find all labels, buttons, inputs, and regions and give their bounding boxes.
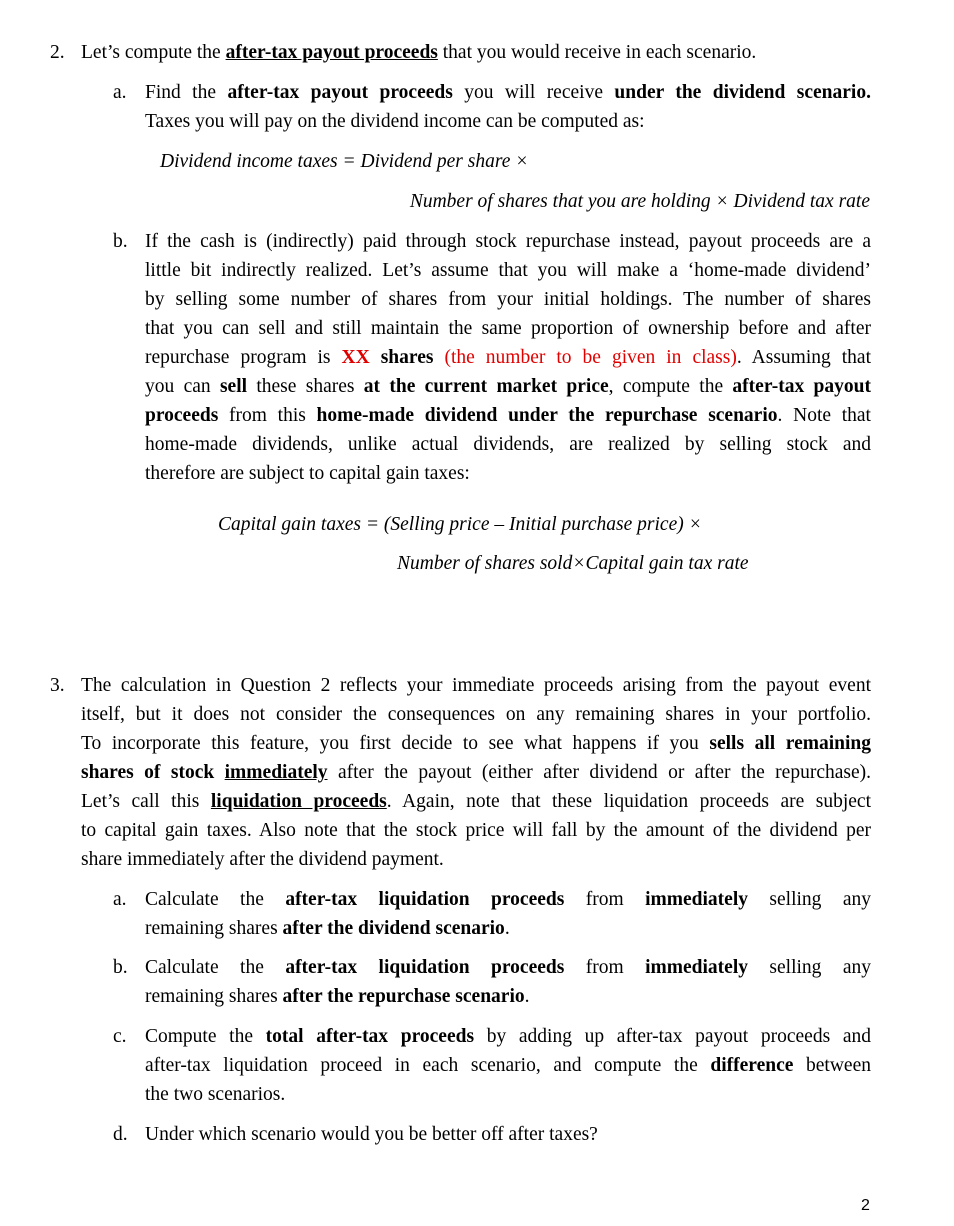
q3b-line-2: remaining shares after the repurchase scenario.	[145, 986, 530, 1007]
question-number: 3.	[50, 675, 65, 696]
q3b-line-1: Calculate the after-tax liquidation proceeds from immediately selling any	[145, 957, 871, 978]
q2a-line-2: Taxes you will pay on the dividend income can be computed as:	[145, 111, 645, 132]
q2b-line-6: you can sell these shares at the current market price, compute the after-tax payout	[145, 376, 871, 397]
q3d-line-1: Under which scenario would you be better off after taxes?	[145, 1124, 598, 1145]
dividend-tax-formula-1: Dividend income taxes = Dividend per share ×	[160, 151, 529, 172]
q3c-line-2: after-tax liquidation proceed in each scenario, and compute the difference between	[145, 1055, 871, 1076]
q2b-line-4: that you can sell and still maintain the same proportion of ownership before and after	[145, 318, 871, 339]
q2b-line-8: home-made dividends, unlike actual dividends, are realized by selling stock and	[145, 434, 871, 455]
question-2-intro: Let’s compute the after-tax payout proceeds that you would receive in each scenario.	[81, 42, 757, 63]
q2b-line-1: If the cash is (indirectly) paid through stock repurchase instead, payout proceeds are a	[145, 231, 871, 252]
q2b-line-5: repurchase program is XX shares (the number to be given in class). Assuming that	[145, 347, 871, 368]
page-number: 2	[861, 1197, 870, 1214]
q3c-line-1: Compute the total after-tax proceeds by adding up after-tax payout proceeds and	[145, 1026, 871, 1047]
sub-question-label: b.	[113, 957, 128, 978]
q3-line-3: To incorporate this feature, you first decide to see what happens if you sells all remaining	[81, 733, 871, 754]
q3-line-4: shares of stock immediately after the payout (either after dividend or after the repurchase).	[81, 762, 871, 783]
q3c-line-3: the two scenarios.	[145, 1084, 286, 1105]
q3-line-2: itself, but it does not consider the consequences on any remaining shares in your portfolio.	[81, 704, 871, 725]
sub-question-label: d.	[113, 1124, 128, 1145]
q3-line-1: The calculation in Question 2 reflects your immediate proceeds arising from the payout event	[81, 675, 871, 696]
q3a-line-2: remaining shares after the dividend scenario.	[145, 918, 510, 939]
q2b-line-9: therefore are subject to capital gain taxes:	[145, 463, 470, 484]
capital-gain-formula-1: Capital gain taxes = (Selling price – Initial purchase price) ×	[218, 514, 702, 535]
capital-gain-formula-2: Number of shares sold×Capital gain tax rate	[397, 553, 749, 574]
dividend-tax-formula-2: Number of shares that you are holding × Dividend tax rate	[409, 191, 870, 212]
q2a-line-1: Find the after-tax payout proceeds you will receive under the dividend scenario.	[145, 82, 871, 103]
q3-line-6: to capital gain taxes. Also note that the stock price will fall by the amount of the dividend per	[81, 820, 871, 841]
sub-question-label: a.	[113, 82, 127, 103]
q2b-line-7: proceeds from this home-made dividend under the repurchase scenario. Note that	[145, 405, 871, 426]
q3-line-5: Let’s call this liquidation proceeds. Again, note that these liquidation proceeds are subject	[81, 791, 872, 812]
sub-question-label: c.	[113, 1026, 127, 1047]
q3-line-7: share immediately after the dividend payment.	[81, 849, 444, 870]
q3a-line-1: Calculate the after-tax liquidation proceeds from immediately selling any	[145, 889, 871, 910]
q2b-line-3: by selling some number of shares from your initial holdings. The number of shares	[145, 289, 871, 310]
question-number: 2.	[50, 42, 65, 63]
q2b-line-2: little bit indirectly realized. Let’s assume that you will make a ‘home-made dividend’	[145, 260, 871, 281]
sub-question-label: b.	[113, 231, 128, 252]
sub-question-label: a.	[113, 889, 127, 910]
